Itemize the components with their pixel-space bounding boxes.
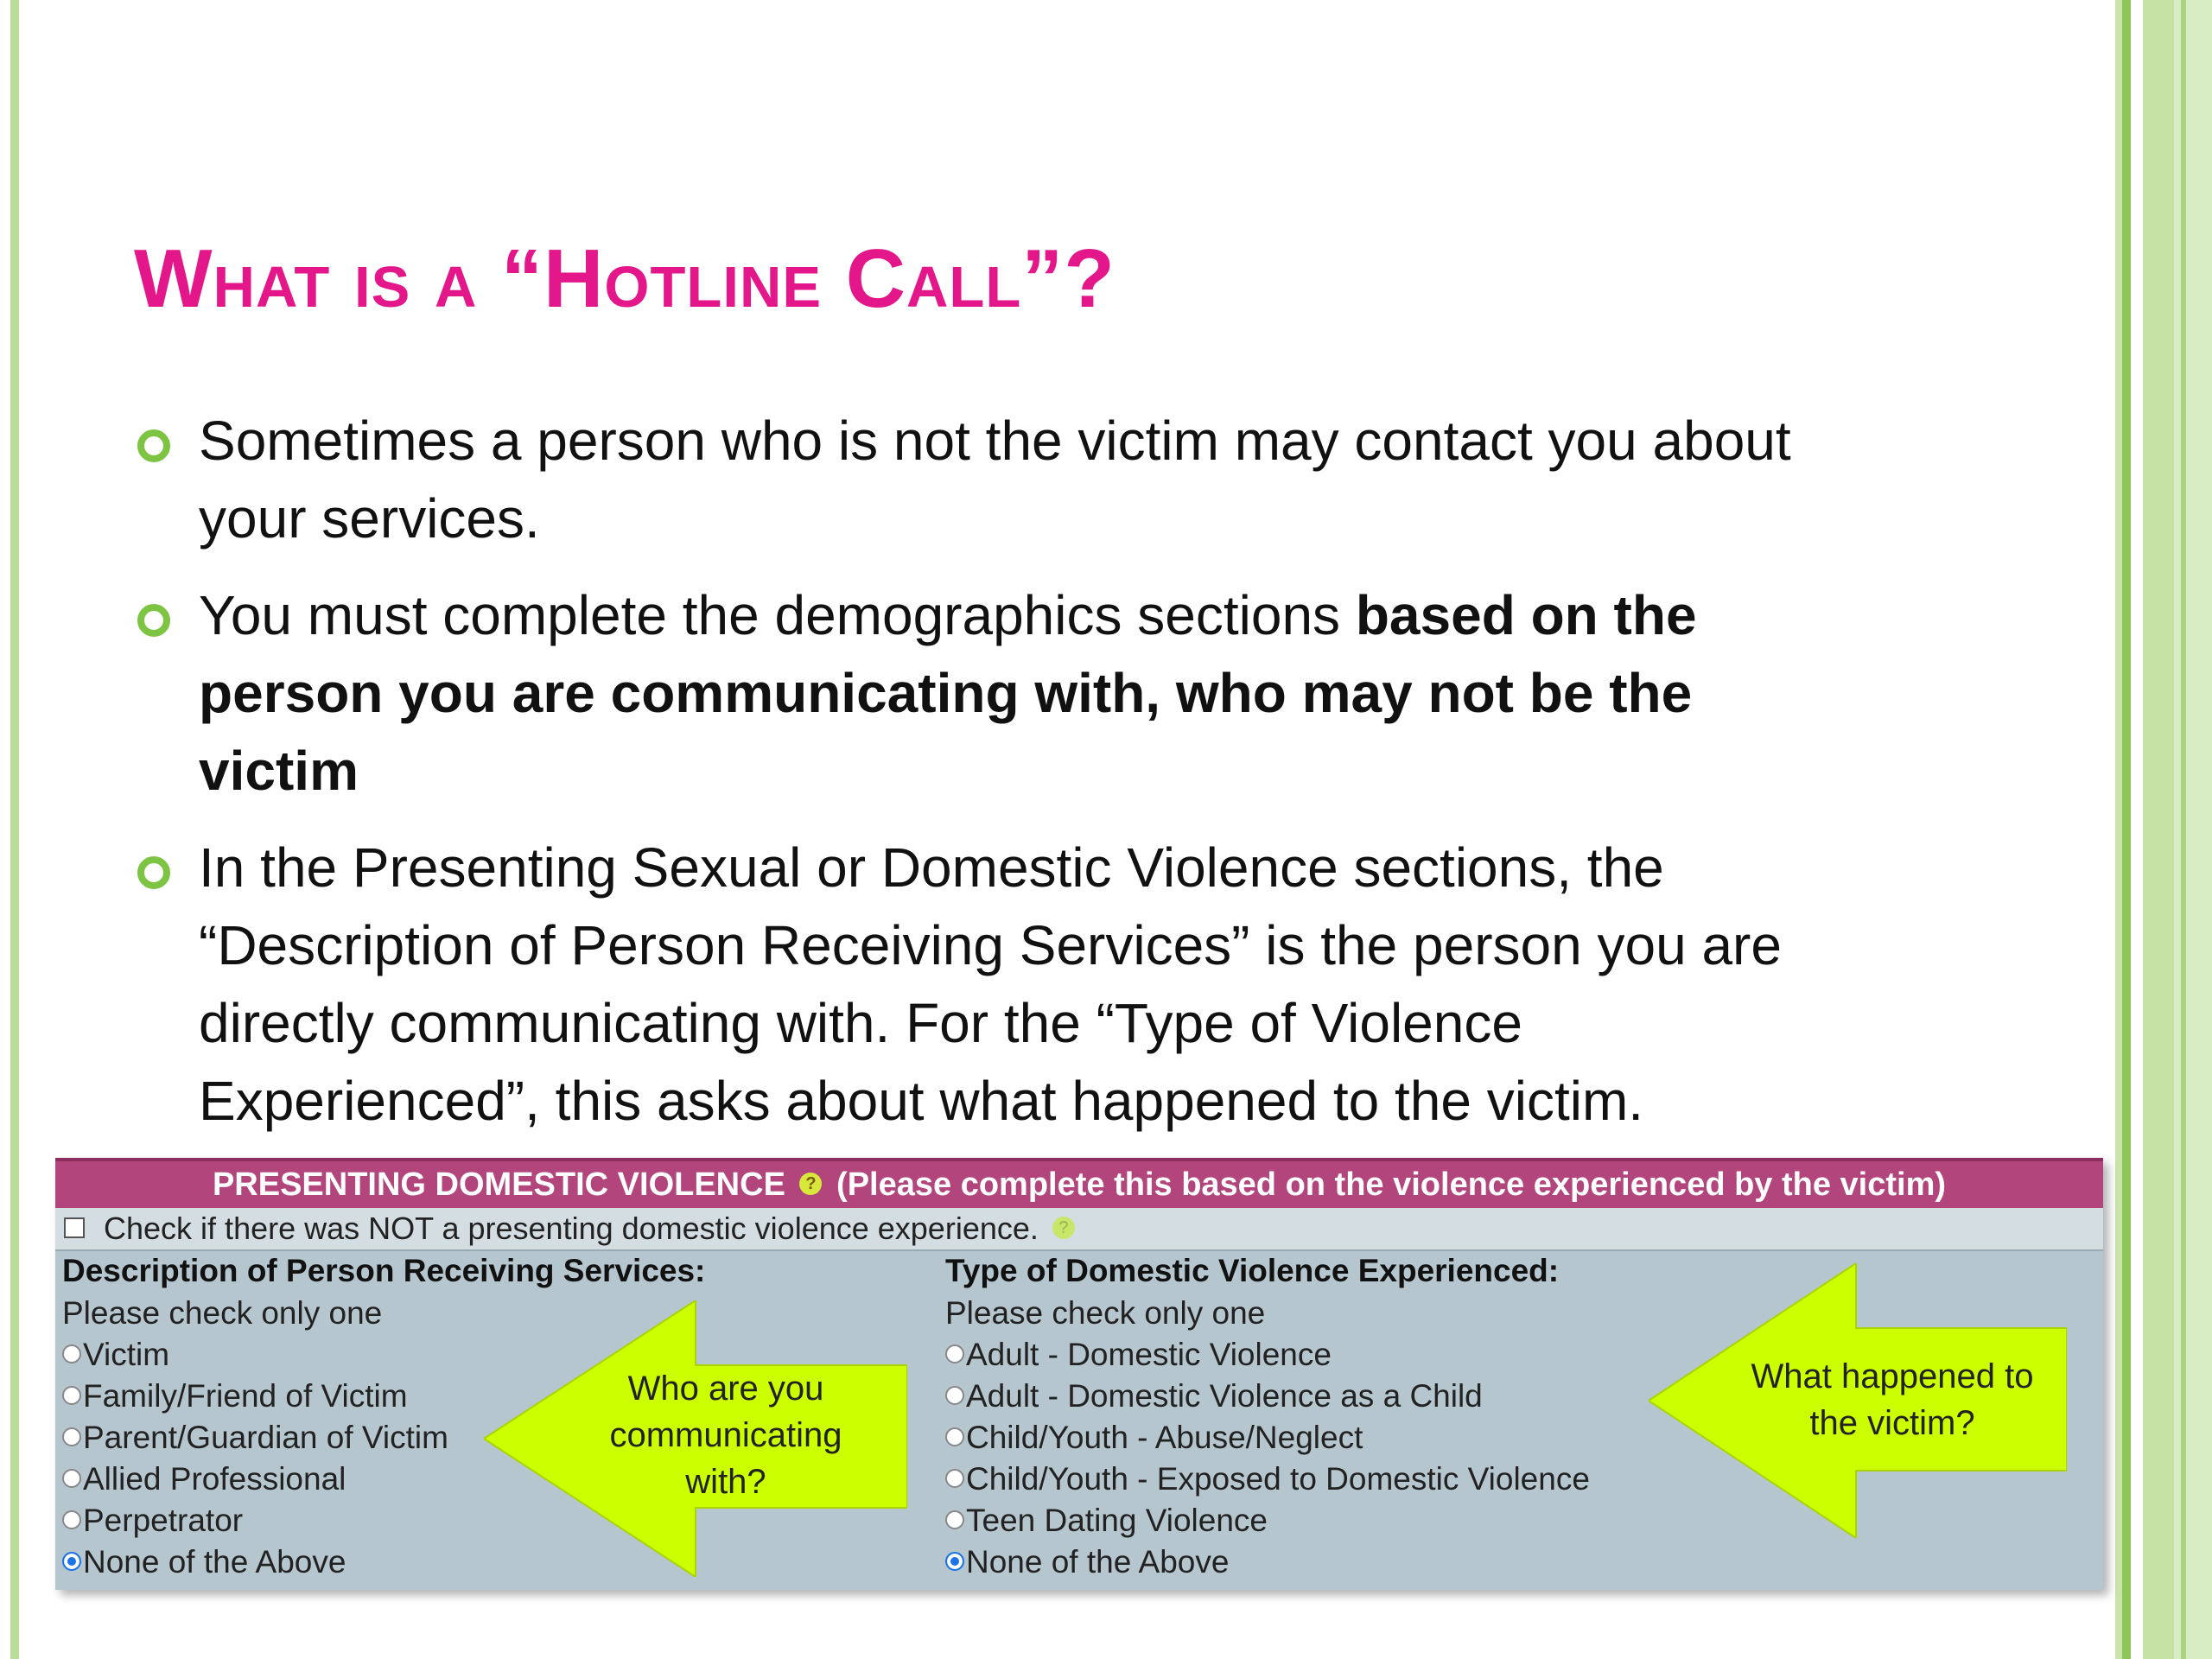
radio-button[interactable] — [62, 1427, 81, 1446]
violence-type-title: Type of Domestic Violence Experienced: — [945, 1253, 1560, 1288]
callout-line: with? — [685, 1463, 766, 1501]
radio-option[interactable] — [945, 1376, 1590, 1417]
form-header-title: PRESENTING DOMESTIC VIOLENCE — [212, 1166, 785, 1203]
radio-label: Perpetrator — [83, 1503, 244, 1538]
radio-label: Teen Dating Violence — [966, 1503, 1268, 1538]
bullet-circle-icon — [137, 604, 170, 637]
right-border-decoration — [2131, 0, 2143, 1659]
bullet-item — [134, 576, 1862, 810]
radio-button-selected[interactable] — [945, 1552, 964, 1571]
form-header — [55, 1158, 2103, 1208]
bullet-text: You must complete the demographics sections — [199, 584, 1356, 646]
radio-label: Child/Youth - Exposed to Domestic Violence — [966, 1461, 1590, 1497]
radio-label: None of the Above — [83, 1544, 346, 1580]
violence-type-subtitle: Please check only one — [945, 1295, 1266, 1331]
radio-label: Victim — [83, 1337, 170, 1372]
radio-button[interactable] — [945, 1510, 964, 1529]
bullet-bold-text: based on the person you are communicating with, who may not be the victim — [199, 584, 1697, 802]
bullet-text: In the Presenting Sexual or Domestic Violence sections, the “Description of Person Receiving Services” is the person you are directly communicating with. For the “Type of Violence Experienced”, this asks about what happened to the victim. — [199, 836, 1782, 1132]
right-border-decoration — [2181, 0, 2186, 1659]
radio-option[interactable] — [945, 1334, 1590, 1376]
description-title: Description of Person Receiving Services: — [62, 1253, 706, 1288]
radio-button[interactable] — [945, 1469, 964, 1488]
no-violence-check-row — [55, 1208, 2103, 1251]
radio-button[interactable] — [62, 1510, 81, 1529]
radio-option[interactable] — [945, 1459, 1590, 1500]
callout-line: Who are you — [627, 1370, 824, 1408]
right-border-decoration — [2143, 0, 2174, 1659]
bullet-list — [134, 402, 1862, 1159]
right-border-decoration — [2174, 0, 2212, 1659]
radio-option[interactable] — [945, 1500, 1590, 1541]
left-border-decoration — [10, 0, 19, 1659]
right-callout-text — [1728, 1353, 2056, 1446]
radio-button[interactable] — [945, 1344, 964, 1363]
help-icon[interactable]: ? — [1052, 1217, 1075, 1239]
radio-button[interactable] — [945, 1427, 964, 1446]
radio-button[interactable] — [62, 1344, 81, 1363]
bullet-item — [134, 402, 1862, 557]
bullet-circle-icon — [137, 856, 170, 889]
callout-line: What happened to — [1751, 1357, 2034, 1395]
radio-option[interactable] — [945, 1541, 1590, 1583]
radio-label: Child/Youth - Abuse/Neglect — [966, 1420, 1363, 1455]
radio-label: Adult - Domestic Violence as a Child — [966, 1378, 1483, 1414]
radio-label: Allied Professional — [83, 1461, 346, 1497]
radio-button-selected[interactable] — [62, 1552, 81, 1571]
radio-label: Parent/Guardian of Victim — [83, 1420, 448, 1455]
help-icon[interactable]: ? — [799, 1173, 822, 1195]
bullet-text: Sometimes a person who is not the victim may contact you about your services. — [199, 410, 1791, 550]
radio-button[interactable] — [62, 1469, 81, 1488]
radio-button[interactable] — [945, 1386, 964, 1405]
right-border-decoration — [2115, 0, 2122, 1659]
left-callout-text — [588, 1365, 864, 1505]
no-violence-check-label: Check if there was NOT a presenting domestic violence experience. — [104, 1211, 1039, 1246]
radio-option[interactable] — [945, 1417, 1590, 1459]
description-subtitle: Please check only one — [62, 1295, 383, 1331]
radio-button[interactable] — [62, 1386, 81, 1405]
no-violence-checkbox[interactable] — [64, 1217, 85, 1238]
radio-label: Adult - Domestic Violence — [966, 1337, 1332, 1372]
violence-type-column — [945, 1249, 1590, 1583]
radio-label: None of the Above — [966, 1544, 1230, 1580]
callout-line: the victim? — [1809, 1404, 1975, 1442]
slide-title: What is a “Hotline Call”? — [134, 232, 1116, 325]
form-header-note: (Please complete this based on the violence experienced by the victim) — [836, 1166, 1947, 1203]
callout-line: communicating — [609, 1416, 842, 1454]
radio-label: Family/Friend of Victim — [83, 1378, 408, 1414]
right-border-decoration — [2122, 0, 2131, 1659]
bullet-circle-icon — [137, 429, 170, 462]
bullet-item — [134, 829, 1862, 1140]
